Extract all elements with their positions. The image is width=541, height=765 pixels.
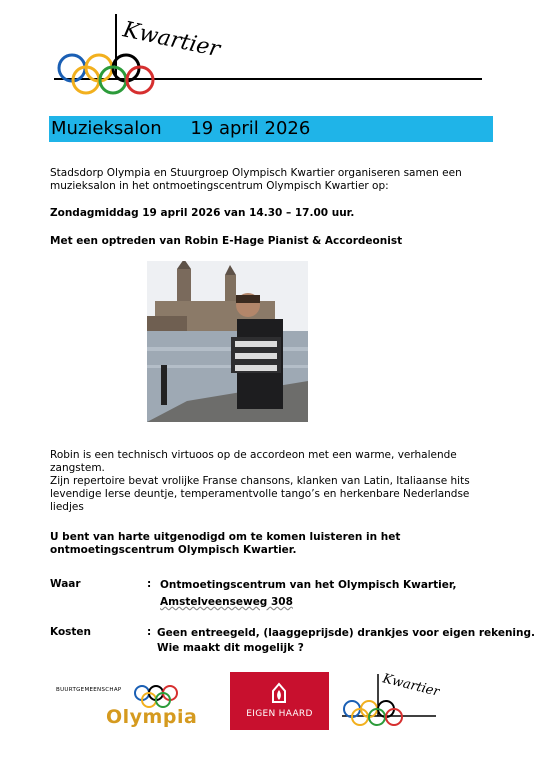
kwartier-logo	[52, 6, 492, 98]
kwartier-logo-small	[340, 666, 440, 732]
where-value	[160, 578, 456, 609]
eigen-haard-logo	[230, 672, 329, 730]
olympia-logo	[56, 683, 216, 731]
costs-value	[157, 626, 535, 655]
page-title: Muzieksalon 19 april 2026	[49, 116, 493, 142]
intro-text: Stadsdorp Olympia en Stuurgroep Olympisch Kwartier organiseren samen een muzieksalon in het ontmoetingscentrum Olympisch Kwartier op:	[50, 167, 462, 192]
olympia-small-text: BUURTGEMEENSCHAP	[56, 687, 122, 693]
description	[50, 449, 495, 514]
costs-label: Kosten	[50, 626, 92, 638]
house-flame-icon	[230, 672, 329, 712]
event-datetime: Zondagmiddag 19 april 2026 van 14.30 – 17.00 uur.	[50, 207, 355, 219]
costs-line-1: Geen entreegeld, (laaggeprijsde) drankjes voor eigen rekening.	[157, 627, 536, 639]
olympic-rings-icon	[52, 6, 492, 98]
description-line-1: Robin is een technisch virtuoos op de accordeon met een warme, verhalende zangstem.	[50, 449, 457, 474]
kwartier-rings-icon	[340, 666, 440, 732]
performer-photo	[147, 261, 308, 422]
where-colon: :	[147, 578, 152, 590]
costs-line-2: Wie maakt dit mogelijk ?	[157, 642, 304, 654]
where-label: Waar	[50, 578, 81, 590]
kwartier-logo-text: Kwartier	[120, 17, 223, 63]
performer-text: Met een optreden van Robin E-Hage Pianist & Accordeonist	[50, 235, 403, 247]
description-line-2: Zijn repertoire bevat vrolijke Franse chansons, klanken van Latin, Italiaanse hits levendige Ierse deuntje, temperamentvolle tango’s en herkenbare Nederlandse liedjes	[50, 475, 470, 513]
where-line-2: Amstelveenseweg 308	[160, 596, 293, 608]
invitation-text: U bent van harte uitgenodigd om te komen luisteren in het ontmoetingscentrum Olympisch Kwartier.	[50, 531, 401, 556]
where-line-1: Ontmoetingscentrum van het Olympisch Kwartier,	[160, 579, 457, 591]
costs-colon: :	[147, 626, 152, 638]
kwartier-small-text: Kwartier	[381, 671, 440, 700]
eigen-haard-text: EIGEN HAARD	[246, 709, 313, 719]
olympia-name: Olympia	[106, 706, 198, 728]
